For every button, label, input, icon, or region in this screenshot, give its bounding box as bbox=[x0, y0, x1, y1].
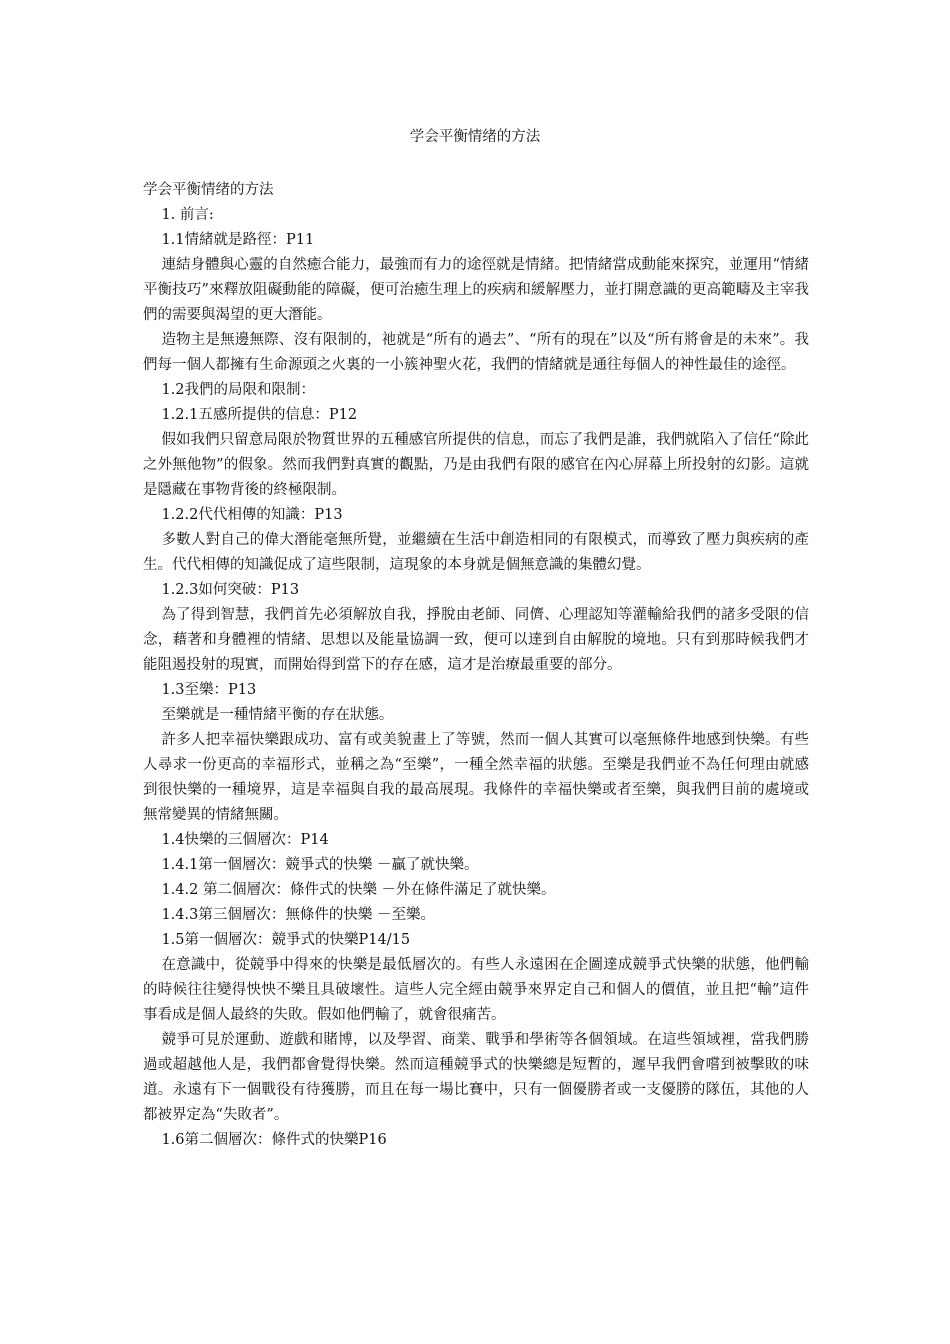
section-heading-1-1: 1.1情緒就是路徑：P11 bbox=[161, 232, 315, 248]
section-heading-1: 1. 前言: bbox=[161, 207, 214, 223]
section-heading-1-2-1: 1.2.1五感所提供的信息：P12 bbox=[161, 407, 358, 423]
section-heading-1-6: 1.6第二個層次：條件式的快樂P16 bbox=[161, 1132, 387, 1148]
paragraph: 多數人對自己的偉大潛能毫無所覺，並繼續在生活中創造相同的有限模式，而導致了壓力與疾病的產生。代代相傳的知識促成了這些限制，這現象的本身就是個無意識的集體幻覺。 bbox=[143, 532, 809, 573]
section-heading-1-2-3: 1.2.3如何突破：P13 bbox=[161, 582, 300, 598]
paragraph: 造物主是無邊無際、沒有限制的，祂就是“所有的過去”、“所有的現在”以及“所有將會是的未來”。我們每一個人都擁有生命源頭之火裏的一小簇神聖火花，我們的情緒就是通往每個人的神性最佳的途徑。 bbox=[143, 332, 809, 373]
list-item: 1.4.1第一個層次：競爭式的快樂 －贏了就快樂。 bbox=[161, 857, 479, 873]
section-heading-1-3: 1.3至樂：P13 bbox=[161, 682, 257, 698]
list-item: 1.4.2 第二個層次：條件式的快樂 －外在條件滿足了就快樂。 bbox=[161, 882, 556, 898]
paragraph: 許多人把幸福快樂跟成功、富有或美貌畫上了等號，然而一個人其實可以毫無條件地感到快樂。有些人尋求一份更高的幸福形式，並稱之為“至樂”，一種全然幸福的狀態。至樂是我們並不為任何理由就感到很快樂的一種境界，這是幸福與自我的最高展現。我條件的幸福快樂或者至樂，與我們目前的處境或無常變異的情緒無關。 bbox=[143, 732, 809, 823]
section-heading-1-2-2: 1.2.2代代相傳的知識：P13 bbox=[161, 507, 343, 523]
paragraph: 至樂就是一種情緒平衡的存在狀態。 bbox=[161, 707, 394, 723]
paragraph: 競爭可見於運動、遊戲和賭博，以及學習、商業、戰爭和學術等各個領域。在這些領域裡，當我們勝過或超越他人是，我們都會覺得快樂。然而這種競爭式的快樂總是短暫的，遲早我們會嚐到被擊敗的味道。永遠有下一個戰役有待獲勝，而且在每一場比賽中，只有一個優勝者或一支優勝的隊伍，其他的人都被界定為“失敗者”。 bbox=[143, 1032, 809, 1123]
paragraph: 假如我們只留意局限於物質世界的五種感官所提供的信息，而忘了我們是誰，我們就陷入了信任“除此之外無他物”的假象。然而我們對真實的觀點，乃是由我們有限的感官在內心屏幕上所投射的幻影。這就是隱藏在事物背後的終極限制。 bbox=[143, 432, 809, 498]
paragraph: 為了得到智慧，我們首先必須解放自我，掙脫由老師、同儕、心理認知等灌輸給我們的諸多受限的信念，藉著和身體裡的情緒、思想以及能量協調一致，便可以達到自由解脫的境地。只有到那時候我們才能阻遏投射的現實，而開始得到當下的存在感，這才是治療最重要的部分。 bbox=[143, 607, 809, 673]
document-body bbox=[143, 178, 809, 1153]
list-item: 1.4.3第三個層次：無條件的快樂 －至樂。 bbox=[161, 907, 435, 923]
paragraph-heading: 学会平衡情绪的方法 bbox=[143, 182, 274, 198]
section-heading-1-2: 1.2我們的局限和限制： bbox=[161, 382, 315, 398]
page-title: 学会平衡情绪的方法 bbox=[409, 129, 541, 145]
section-heading-1-4: 1.4快樂的三個層次：P14 bbox=[161, 832, 329, 848]
paragraph: 連結身體與心靈的自然癒合能力，最強而有力的途徑就是情緒。把情緒當成動能來探究，並運用“情緒平衡技巧”來釋放阻礙動能的障礙，便可治癒生理上的疾病和緩解壓力，並打開意識的更高範疇及主宰我們的需要與渴望的更大潛能。 bbox=[143, 257, 809, 323]
section-heading-1-5: 1.5第一個層次：競爭式的快樂P14/15 bbox=[161, 932, 411, 948]
paragraph: 在意識中，從競爭中得來的快樂是最低層次的。有些人永遠困在企圖達成競爭式快樂的狀態，他們輸的時候往往變得怏怏不樂且具破壞性。這些人完全經由競爭來界定自己和個人的價值，並且把“輸”這件事看成是個人最終的失敗。假如他們輸了，就會很痛苦。 bbox=[143, 957, 809, 1023]
